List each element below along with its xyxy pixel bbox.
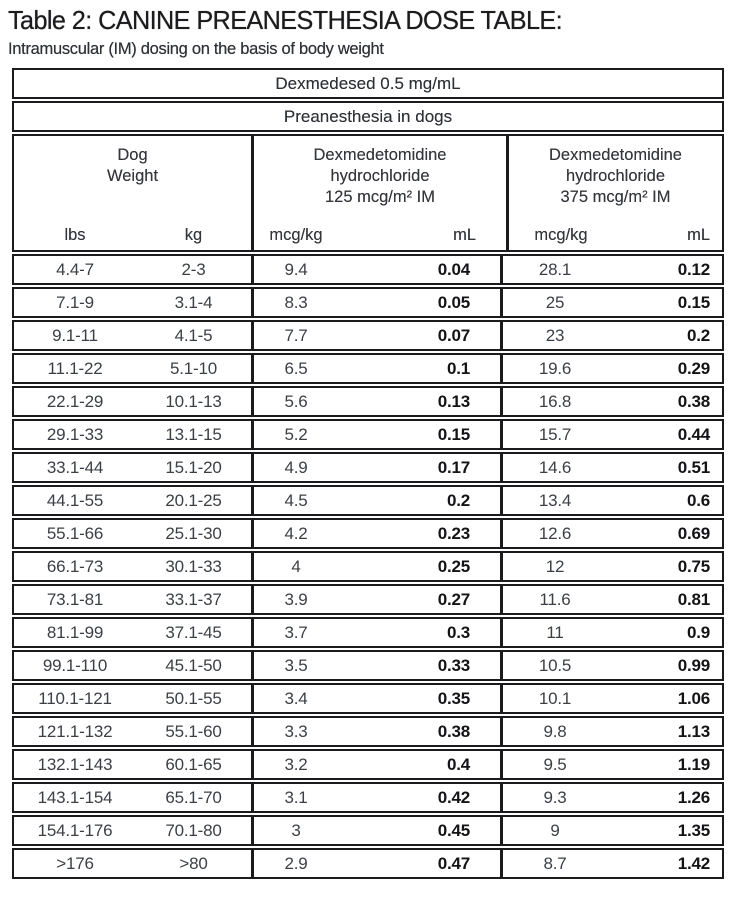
row-dose-375-group xyxy=(503,817,722,844)
title-line: hydrochloride xyxy=(565,167,666,186)
row-dose-375-group xyxy=(503,553,722,580)
dose-375-mcg-per-kg-value: 19.6 xyxy=(538,358,572,378)
dose-375-ml-value: 0.75 xyxy=(677,556,710,576)
dose-375-ml-value: 1.35 xyxy=(677,820,710,840)
table-row xyxy=(12,287,724,318)
dose-125-ml-value: 0.07 xyxy=(437,325,470,345)
dose-375-mcg-per-kg-value: 15.7 xyxy=(538,424,572,444)
dose-375-mcg-per-kg-value: 28.1 xyxy=(538,259,572,279)
col-group-dog-weight xyxy=(14,136,251,250)
unit-kg-label: kg xyxy=(184,226,203,244)
dose-125-ml-value: 0.15 xyxy=(437,424,470,444)
row-dose-375-group xyxy=(503,685,722,712)
row-dose-125-group xyxy=(251,520,503,547)
dose-125-mcg-per-kg-value: 4.5 xyxy=(284,490,308,510)
table-row xyxy=(12,584,724,615)
row-dose-375-group xyxy=(503,751,722,778)
dose-125-ml-value: 0.3 xyxy=(446,622,470,642)
row-dog-weight-group xyxy=(14,652,251,679)
unit-ml-label: mL xyxy=(453,226,476,244)
row-dog-weight-group xyxy=(14,256,251,283)
unit-mcg-kg-label: mcg/kg xyxy=(534,226,588,244)
dog-weight-kg-value: 30.1-33 xyxy=(165,556,222,576)
row-dose-375-group xyxy=(503,289,722,316)
dose-375-ml-value: 0.2 xyxy=(686,325,710,345)
row-dose-125-group xyxy=(251,388,503,415)
row-dose-375-group xyxy=(503,454,722,481)
row-dog-weight-group xyxy=(14,751,251,778)
row-dose-125-group xyxy=(251,256,503,283)
row-dose-125-group xyxy=(251,718,503,745)
dose-125-ml-value: 0.4 xyxy=(446,754,470,774)
row-dose-375-group xyxy=(503,652,722,679)
table-row xyxy=(12,353,724,384)
row-dose-375-group xyxy=(503,256,722,283)
row-dose-125-group xyxy=(251,817,503,844)
dog-weight-lbs-value: 110.1-121 xyxy=(38,688,112,708)
column-header-block xyxy=(12,134,724,252)
dog-weight-kg-value: 50.1-55 xyxy=(165,688,222,708)
row-dog-weight-group xyxy=(14,817,251,844)
row-dose-375-group xyxy=(503,322,722,349)
row-dog-weight-group xyxy=(14,586,251,613)
dose-125-ml-value: 0.23 xyxy=(437,523,470,543)
dose-125-mcg-per-kg-value: 3.9 xyxy=(284,589,308,609)
dose-375-mcg-per-kg-value: 12 xyxy=(545,556,565,576)
dose-375-mcg-per-kg-value: 9.5 xyxy=(543,754,567,774)
dose-125-mcg-per-kg-value: 4 xyxy=(291,556,301,576)
dose-375-ml-value: 1.26 xyxy=(677,787,710,807)
row-dose-125-group xyxy=(251,289,503,316)
table-row xyxy=(12,551,724,582)
units-row-dose-375 xyxy=(509,226,722,245)
dose-375-mcg-per-kg-value: 11.6 xyxy=(539,589,571,609)
dose-375-ml-value: 1.13 xyxy=(677,721,710,741)
banner-indication: Preanesthesia in dogs xyxy=(12,101,724,132)
dose-125-ml-value: 0.25 xyxy=(437,556,470,576)
row-dose-125-group xyxy=(251,784,503,811)
dose-125-mcg-per-kg-value: 7.7 xyxy=(284,325,308,345)
dose-125-ml-value: 0.04 xyxy=(437,259,470,279)
row-dog-weight-group xyxy=(14,289,251,316)
dog-weight-lbs-value: 66.1-73 xyxy=(46,556,104,576)
row-dog-weight-group xyxy=(14,520,251,547)
dog-weight-kg-value: 25.1-30 xyxy=(165,523,222,543)
dog-weight-kg-value: 3.1-4 xyxy=(174,292,213,312)
row-dose-125-group xyxy=(251,685,503,712)
dose-125-ml-value: 0.13 xyxy=(437,391,470,411)
dose-375-mcg-per-kg-value: 9.3 xyxy=(543,787,567,807)
dose-375-ml-value: 1.42 xyxy=(677,853,710,873)
dog-weight-kg-value: 10.1-13 xyxy=(165,391,222,411)
dose-125-mcg-per-kg-value: 8.3 xyxy=(284,292,308,312)
unit-mcg-kg-label: mcg/kg xyxy=(269,226,323,244)
units-row-dose-125 xyxy=(254,226,506,245)
table-row xyxy=(12,716,724,747)
dog-weight-lbs-value: 11.1-22 xyxy=(47,358,103,378)
dose-375-ml-value: 0.44 xyxy=(677,424,710,444)
table-row xyxy=(12,320,724,351)
dose-125-ml-value: 0.33 xyxy=(437,655,470,675)
dose-375-mcg-per-kg-value: 9.8 xyxy=(543,721,567,741)
dose-375-ml-value: 0.69 xyxy=(677,523,710,543)
dog-weight-kg-value: 37.1-45 xyxy=(165,622,222,642)
row-dog-weight-group xyxy=(14,355,251,382)
row-dog-weight-group xyxy=(14,685,251,712)
row-dose-375-group xyxy=(503,355,722,382)
dose-375-mcg-per-kg-value: 9 xyxy=(550,820,560,840)
dog-weight-kg-value: 65.1-70 xyxy=(165,787,222,807)
dose-375-ml-value: 0.15 xyxy=(677,292,710,312)
dose-125-mcg-per-kg-value: 3.5 xyxy=(284,655,308,675)
dose-125-ml-value: 0.42 xyxy=(437,787,470,807)
dose-375-ml-value: 0.99 xyxy=(677,655,710,675)
row-dog-weight-group xyxy=(14,718,251,745)
row-dog-weight-group xyxy=(14,487,251,514)
row-dose-375-group xyxy=(503,784,722,811)
title-line: Weight xyxy=(106,167,159,186)
dose-125-mcg-per-kg-value: 3.4 xyxy=(284,688,308,708)
row-dose-125-group xyxy=(251,322,503,349)
dog-weight-lbs-value: 29.1-33 xyxy=(46,424,104,444)
row-dose-125-group xyxy=(251,355,503,382)
dog-weight-kg-value: 60.1-65 xyxy=(165,754,222,774)
table-row xyxy=(12,815,724,846)
dog-weight-lbs-value: 132.1-143 xyxy=(37,754,113,774)
dog-weight-lbs-value: 81.1-99 xyxy=(46,622,104,642)
row-dog-weight-group xyxy=(14,322,251,349)
table-row xyxy=(12,485,724,516)
dose-375-mcg-per-kg-value: 14.6 xyxy=(538,457,572,477)
dog-weight-lbs-value: 99.1-110 xyxy=(42,655,108,675)
table-row xyxy=(12,617,724,648)
row-dog-weight-group xyxy=(14,619,251,646)
dog-weight-kg-value: 55.1-60 xyxy=(165,721,222,741)
row-dog-weight-group xyxy=(14,388,251,415)
table-row xyxy=(12,683,724,714)
table-row xyxy=(12,419,724,450)
table-row xyxy=(12,254,724,285)
dog-weight-lbs-value: 22.1-29 xyxy=(46,391,104,411)
units-row-dog-weight xyxy=(14,226,251,245)
dog-weight-lbs-value: 7.1-9 xyxy=(56,292,94,312)
row-dose-125-group xyxy=(251,850,503,877)
dose-375-mcg-per-kg-value: 10.5 xyxy=(538,655,572,675)
row-dose-375-group xyxy=(503,388,722,415)
dog-weight-kg-value: 33.1-37 xyxy=(165,589,222,609)
row-dose-375-group xyxy=(503,718,722,745)
row-dog-weight-group xyxy=(14,850,251,877)
title-line: Dexmedetomidine xyxy=(313,146,447,164)
banner-product-name: Dexmedesed 0.5 mg/mL xyxy=(12,68,724,99)
dose-125-mcg-per-kg-value: 3 xyxy=(291,820,301,840)
title-line: Dexmedetomidine xyxy=(549,146,682,164)
row-dose-125-group xyxy=(251,619,503,646)
dose-375-ml-value: 0.12 xyxy=(677,259,710,279)
dose-375-mcg-per-kg-value: 10.1 xyxy=(538,688,572,708)
dog-weight-kg-value: >80 xyxy=(179,853,208,873)
dose-375-ml-value: 0.29 xyxy=(677,358,710,378)
dose-375-mcg-per-kg-value: 16.8 xyxy=(538,391,572,411)
table-title: Table 2: CANINE PREANESTHESIA DOSE TABLE: xyxy=(8,5,563,35)
row-dose-125-group xyxy=(251,586,503,613)
row-dose-375-group xyxy=(503,586,722,613)
dose-125-ml-value: 0.27 xyxy=(437,589,470,609)
dog-weight-kg-value: 5.1-10 xyxy=(169,358,217,378)
dose-375-ml-value: 1.19 xyxy=(677,754,710,774)
dose-125-mcg-per-kg-value: 2.9 xyxy=(284,853,308,873)
dose-375-mcg-per-kg-value: 12.6 xyxy=(538,523,572,543)
title-line: Dog xyxy=(117,146,148,164)
dose-125-mcg-per-kg-value: 6.5 xyxy=(284,358,308,378)
row-dog-weight-group xyxy=(14,454,251,481)
dog-weight-kg-value: 20.1-25 xyxy=(165,490,222,510)
title-line: hydrochloride xyxy=(330,167,430,186)
row-dose-375-group xyxy=(503,520,722,547)
dose-375-mcg-per-kg-value: 25 xyxy=(545,292,565,312)
dose-125-mcg-per-kg-value: 3.2 xyxy=(284,754,308,774)
dog-weight-lbs-value: 73.1-81 xyxy=(46,589,104,609)
row-dose-125-group xyxy=(251,454,503,481)
dog-weight-lbs-value: 121.1-132 xyxy=(37,721,113,741)
dose-125-mcg-per-kg-value: 3.1 xyxy=(284,787,308,807)
row-dose-375-group xyxy=(503,619,722,646)
title-line: 375 mcg/m² IM xyxy=(560,188,671,207)
dose-125-mcg-per-kg-value: 3.7 xyxy=(284,622,308,642)
dose-375-mcg-per-kg-value: 11 xyxy=(546,622,564,642)
dose-125-mcg-per-kg-value: 4.9 xyxy=(284,457,308,477)
dose-375-mcg-per-kg-value: 8.7 xyxy=(543,853,567,873)
row-dose-125-group xyxy=(251,421,503,448)
dog-weight-kg-value: 4.1-5 xyxy=(174,325,213,345)
table-body xyxy=(12,254,724,879)
dose-125-ml-value: 0.17 xyxy=(437,457,470,477)
dog-weight-lbs-value: 9.1-11 xyxy=(52,325,98,345)
dose-375-ml-value: 0.6 xyxy=(686,490,710,510)
col-group-dose-375-title xyxy=(509,145,722,208)
table-row xyxy=(12,518,724,549)
dog-weight-lbs-value: >176 xyxy=(56,853,94,873)
row-dose-125-group xyxy=(251,751,503,778)
canine-dose-table xyxy=(12,68,724,879)
dog-weight-kg-value: 2-3 xyxy=(181,259,206,279)
dose-125-mcg-per-kg-value: 5.6 xyxy=(284,391,308,411)
title-line: 125 mcg/m² IM xyxy=(324,188,436,207)
dose-125-mcg-per-kg-value: 9.4 xyxy=(284,259,308,279)
dose-125-ml-value: 0.1 xyxy=(446,358,470,378)
row-dog-weight-group xyxy=(14,784,251,811)
row-dose-375-group xyxy=(503,421,722,448)
dog-weight-kg-value: 13.1-15 xyxy=(165,424,222,444)
table-row xyxy=(12,848,724,879)
dog-weight-lbs-value: 154.1-176 xyxy=(37,820,113,840)
row-dog-weight-group xyxy=(14,553,251,580)
dose-375-ml-value: 0.81 xyxy=(677,589,710,609)
table-row xyxy=(12,452,724,483)
dose-125-ml-value: 0.35 xyxy=(437,688,470,708)
row-dose-375-group xyxy=(503,487,722,514)
dog-weight-kg-value: 15.1-20 xyxy=(165,457,222,477)
unit-lbs-label: lbs xyxy=(64,226,86,244)
unit-ml-label: mL xyxy=(687,226,710,244)
dog-weight-lbs-value: 55.1-66 xyxy=(46,523,104,543)
table-subtitle: Intramuscular (IM) dosing on the basis of body weight xyxy=(8,40,384,58)
dog-weight-lbs-value: 44.1-55 xyxy=(46,490,104,510)
dose-125-ml-value: 0.47 xyxy=(437,853,470,873)
row-dose-125-group xyxy=(251,487,503,514)
row-dog-weight-group xyxy=(14,421,251,448)
table-row xyxy=(12,650,724,681)
dog-weight-kg-value: 45.1-50 xyxy=(165,655,222,675)
dose-375-mcg-per-kg-value: 23 xyxy=(545,325,565,345)
dose-125-mcg-per-kg-value: 5.2 xyxy=(284,424,308,444)
dose-375-ml-value: 1.06 xyxy=(677,688,710,708)
dog-weight-lbs-value: 4.4-7 xyxy=(56,259,94,279)
col-group-dose-125 xyxy=(251,136,509,250)
dose-125-mcg-per-kg-value: 3.3 xyxy=(284,721,308,741)
col-group-dose-125-title xyxy=(254,145,506,208)
dog-weight-lbs-value: 143.1-154 xyxy=(37,787,113,807)
dose-125-ml-value: 0.05 xyxy=(437,292,470,312)
dose-375-ml-value: 0.9 xyxy=(686,622,710,642)
col-group-dog-weight-title xyxy=(14,145,251,187)
row-dose-125-group xyxy=(251,553,503,580)
table-row xyxy=(12,749,724,780)
dose-125-ml-value: 0.2 xyxy=(446,490,470,510)
dose-125-ml-value: 0.45 xyxy=(437,820,470,840)
col-group-dose-375 xyxy=(509,136,722,250)
dose-375-ml-value: 0.38 xyxy=(677,391,710,411)
table-row xyxy=(12,782,724,813)
dose-125-ml-value: 0.38 xyxy=(437,721,470,741)
dose-125-mcg-per-kg-value: 4.2 xyxy=(284,523,308,543)
row-dose-125-group xyxy=(251,652,503,679)
dog-weight-lbs-value: 33.1-44 xyxy=(46,457,104,477)
dog-weight-kg-value: 70.1-80 xyxy=(165,820,222,840)
row-dose-375-group xyxy=(503,850,722,877)
dose-375-ml-value: 0.51 xyxy=(677,457,710,477)
table-row xyxy=(12,386,724,417)
dose-375-mcg-per-kg-value: 13.4 xyxy=(538,490,572,510)
